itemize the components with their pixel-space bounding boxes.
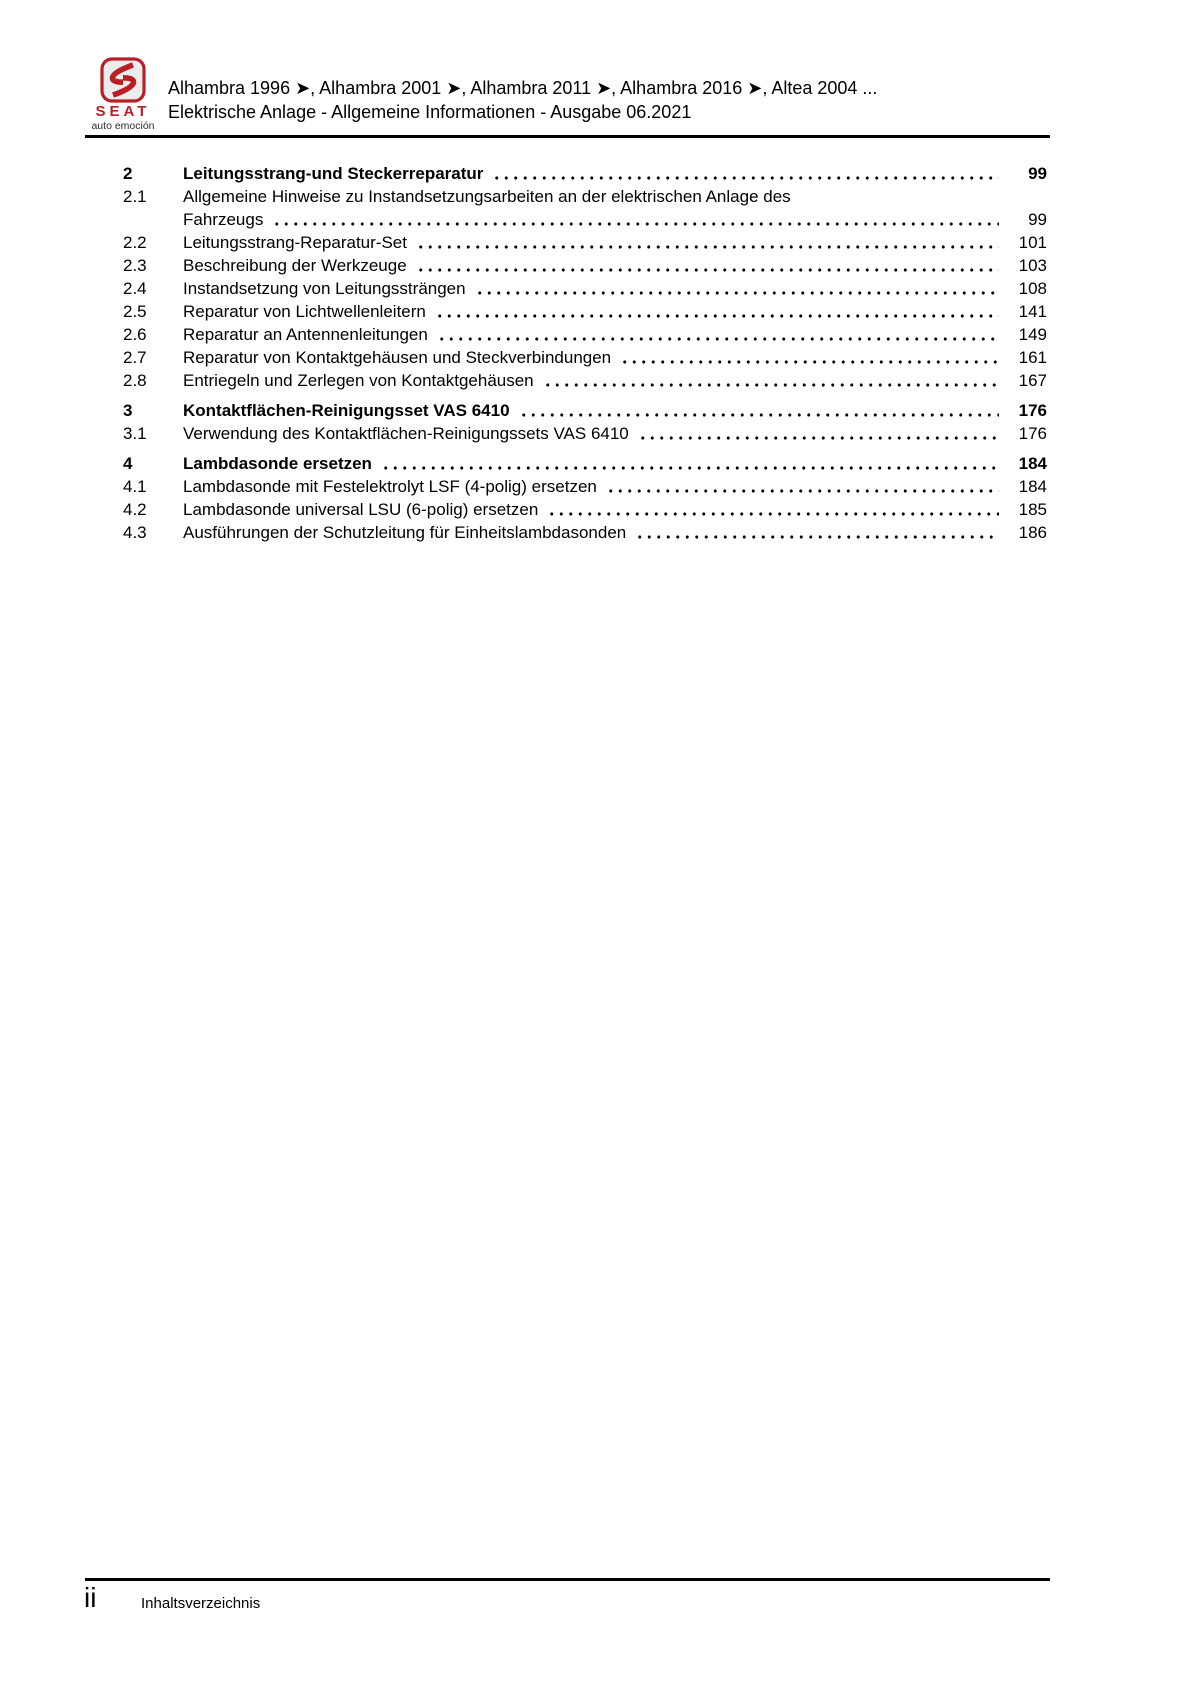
toc-entry-number: 3 xyxy=(123,401,133,420)
toc-entry-number: 4 xyxy=(123,454,133,473)
toc-entry-2-5[interactable] xyxy=(123,300,1047,323)
header-models-line: Alhambra 1996 ➤, Alhambra 2001 ➤, Alhambra 2011 ➤, Alhambra 2016 ➤, Altea 2004 ... xyxy=(168,78,878,98)
toc-entry-page: 176 xyxy=(1018,401,1047,420)
toc-entry-4-2[interactable] xyxy=(123,498,1047,521)
toc-entry-title: Reparatur von Kontaktgehäusen und Steckverbindungen xyxy=(183,348,612,367)
dot-leader xyxy=(435,300,999,323)
toc-entry-page: 101 xyxy=(1018,233,1047,252)
toc-entry-page: 141 xyxy=(1018,302,1047,321)
document-header xyxy=(168,76,1128,124)
toc-entry-number: 3.1 xyxy=(123,424,147,443)
toc-entry-2-3[interactable] xyxy=(123,254,1047,277)
header-doc-title: Elektrische Anlage - Allgemeine Informationen - Ausgabe 06.2021 xyxy=(168,102,692,122)
dot-leader xyxy=(492,162,999,185)
brand-name: SEAT xyxy=(95,103,151,120)
toc-entry-2-7[interactable] xyxy=(123,346,1047,369)
toc-entry-page: 167 xyxy=(1018,371,1047,390)
toc-entry-page: 161 xyxy=(1018,348,1047,367)
toc-entry-number: 2.6 xyxy=(123,325,147,344)
toc-entry-page: 185 xyxy=(1018,500,1047,519)
toc-entry-number: 2 xyxy=(123,164,133,183)
toc-entry-title: Instandsetzung von Leitungssträngen xyxy=(183,279,466,298)
toc-entry-page: 99 xyxy=(1028,210,1047,229)
toc-entry-page: 103 xyxy=(1018,256,1047,275)
toc-entry-number: 4.2 xyxy=(123,500,147,519)
dot-leader xyxy=(620,346,999,369)
dot-leader xyxy=(519,399,999,422)
toc-entry-3[interactable] xyxy=(123,399,1047,422)
toc-entry-number: 4.1 xyxy=(123,477,147,496)
toc-entry-4[interactable] xyxy=(123,452,1047,475)
toc-entry-3-1[interactable] xyxy=(123,422,1047,445)
toc-entry-title: Lambdasonde universal LSU (6-polig) ersetzen xyxy=(183,500,539,519)
footer-page-number: ii xyxy=(84,1582,97,1613)
toc-entry-2-8[interactable] xyxy=(123,369,1047,392)
header-divider xyxy=(85,135,1050,138)
toc-entry-title: Ausführungen der Schutzleitung für Einheitslambdasonden xyxy=(183,523,627,542)
dot-leader xyxy=(547,498,999,521)
toc-entry-number: 4.3 xyxy=(123,523,147,542)
dot-leader xyxy=(272,208,999,231)
dot-leader xyxy=(416,231,999,254)
dot-leader xyxy=(416,254,999,277)
toc-entry-page: 108 xyxy=(1018,279,1047,298)
toc-entry-title: Beschreibung der Werkzeuge xyxy=(183,256,407,275)
toc-entry-number: 2.3 xyxy=(123,256,147,275)
toc-entry-2-4[interactable] xyxy=(123,277,1047,300)
dot-leader xyxy=(638,422,999,445)
toc-entry-2[interactable] xyxy=(123,162,1047,185)
toc-entry-title: Lambdasonde ersetzen xyxy=(183,454,372,473)
dot-leader xyxy=(475,277,999,300)
toc-entry-page: 184 xyxy=(1018,454,1047,473)
footer-section-label: Inhaltsverzeichnis xyxy=(141,1595,261,1612)
toc-entry-title-line1: Allgemeine Hinweise zu Instandsetzungsarbeiten an der elektrischen Anlage des xyxy=(183,187,791,206)
dot-leader xyxy=(437,323,999,346)
toc-entry-2-2[interactable] xyxy=(123,231,1047,254)
toc-entry-number: 2.2 xyxy=(123,233,147,252)
toc-entry-number: 2.5 xyxy=(123,302,147,321)
seat-logo-icon xyxy=(82,57,164,103)
dot-leader xyxy=(543,369,999,392)
toc-entry-4-3[interactable] xyxy=(123,521,1047,544)
seat-logo xyxy=(82,57,164,132)
toc-entry-title: Kontaktflächen-Reinigungsset VAS 6410 xyxy=(183,401,510,420)
toc-entry-title: Entriegeln und Zerlegen von Kontaktgehäusen xyxy=(183,371,534,390)
toc-entry-2-6[interactable] xyxy=(123,323,1047,346)
toc-entry-page: 184 xyxy=(1018,477,1047,496)
toc-entry-4-1[interactable] xyxy=(123,475,1047,498)
toc-entry-title: Reparatur von Lichtwellenleitern xyxy=(183,302,426,321)
toc-entry-page: 176 xyxy=(1018,424,1047,443)
toc-entry-title: Verwendung des Kontaktflächen-Reinigungssets VAS 6410 xyxy=(183,424,629,443)
toc-entry-page: 186 xyxy=(1018,523,1047,542)
toc-entry-number: 2.1 xyxy=(123,187,147,206)
toc-entry-2-1[interactable] xyxy=(123,185,1047,231)
toc-entry-title: Reparatur an Antennenleitungen xyxy=(183,325,428,344)
toc-entry-title: Leitungsstrang-Reparatur-Set xyxy=(183,233,407,252)
toc-entry-title: Lambdasonde mit Festelektrolyt LSF (4-polig) ersetzen xyxy=(183,477,597,496)
toc-entry-number: 2.4 xyxy=(123,279,147,298)
toc-entry-title-line2: Fahrzeugs xyxy=(183,210,264,229)
dot-leader xyxy=(635,521,999,544)
toc-entry-number: 2.8 xyxy=(123,371,147,390)
toc-entry-title: Leitungsstrang-und Steckerreparatur xyxy=(183,164,484,183)
toc-entry-page: 149 xyxy=(1018,325,1047,344)
toc-entry-number: 2.7 xyxy=(123,348,147,367)
table-of-contents xyxy=(123,162,1047,544)
toc-entry-page: 99 xyxy=(1028,164,1047,183)
dot-leader xyxy=(606,475,999,498)
footer-divider xyxy=(85,1578,1050,1581)
dot-leader xyxy=(381,452,999,475)
brand-tagline: auto emoción xyxy=(91,120,155,132)
